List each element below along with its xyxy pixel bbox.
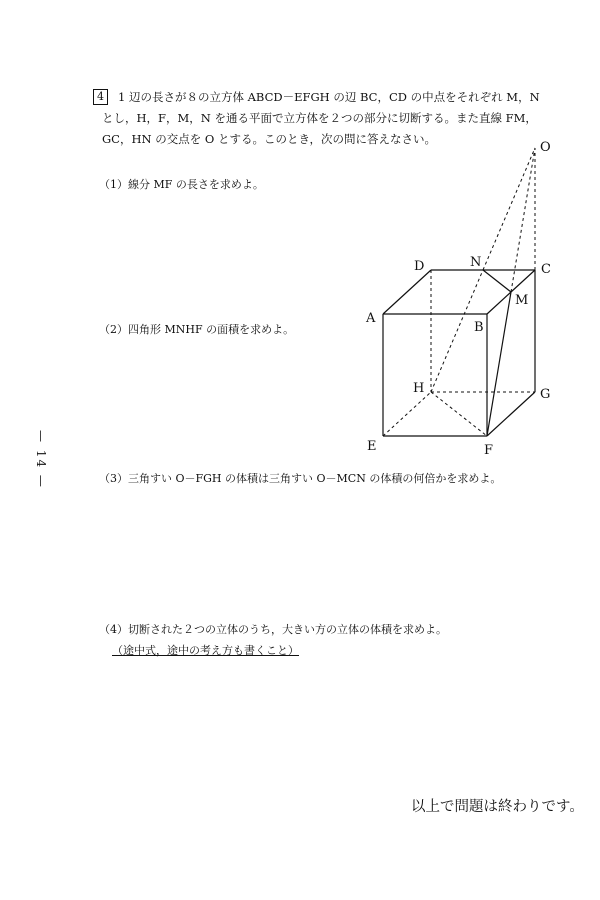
- question-4: （4）切断された２つの立体のうち，大きい方の立体の体積を求めよ。: [99, 623, 447, 636]
- label-C: C: [541, 262, 551, 277]
- intro-line-2: とし，H，F，M，N を通る平面で立方体を２つの部分に切断する。また直線 FM，: [102, 111, 537, 125]
- line-MF: [487, 292, 511, 436]
- edge-AD: [383, 270, 431, 314]
- question-1: （1）線分 MF の長さを求めよ。: [99, 178, 264, 191]
- edge-EH: [383, 392, 431, 436]
- label-M: M: [515, 293, 529, 308]
- label-N: N: [470, 255, 482, 270]
- label-E: E: [367, 439, 377, 454]
- line-HF: [431, 392, 487, 436]
- line-NO: [483, 148, 535, 270]
- line-NM: [483, 270, 511, 292]
- question-3: （3）三角すい O－FGH の体積は三角すい O－MCN の体積の何倍かを求めよ。: [99, 472, 502, 485]
- intro-line-3: GC，HN の交点を O とする。このとき，次の問に答えなさい。: [102, 132, 437, 146]
- question-2: （2）四角形 MNHF の面積を求めよ。: [99, 323, 295, 336]
- page-number: — 14 —: [34, 430, 48, 489]
- label-A: A: [366, 311, 376, 326]
- label-O: O: [540, 140, 551, 155]
- problem-number-box: 4: [93, 89, 108, 105]
- label-G: G: [540, 387, 551, 402]
- edge-FG: [487, 392, 535, 436]
- label-B: B: [474, 320, 484, 335]
- end-note: 以上で問題は終わりです。: [411, 799, 584, 815]
- intro-line-1: 1 辺の長さが８の立方体 ABCD－EFGH の辺 BC，CD の中点をそれぞれ M，N: [118, 90, 540, 104]
- question-4-note: （途中式，途中の考え方も書くこと）: [112, 644, 299, 657]
- label-F: F: [484, 443, 494, 458]
- label-H: H: [413, 381, 425, 396]
- label-D: D: [414, 259, 425, 274]
